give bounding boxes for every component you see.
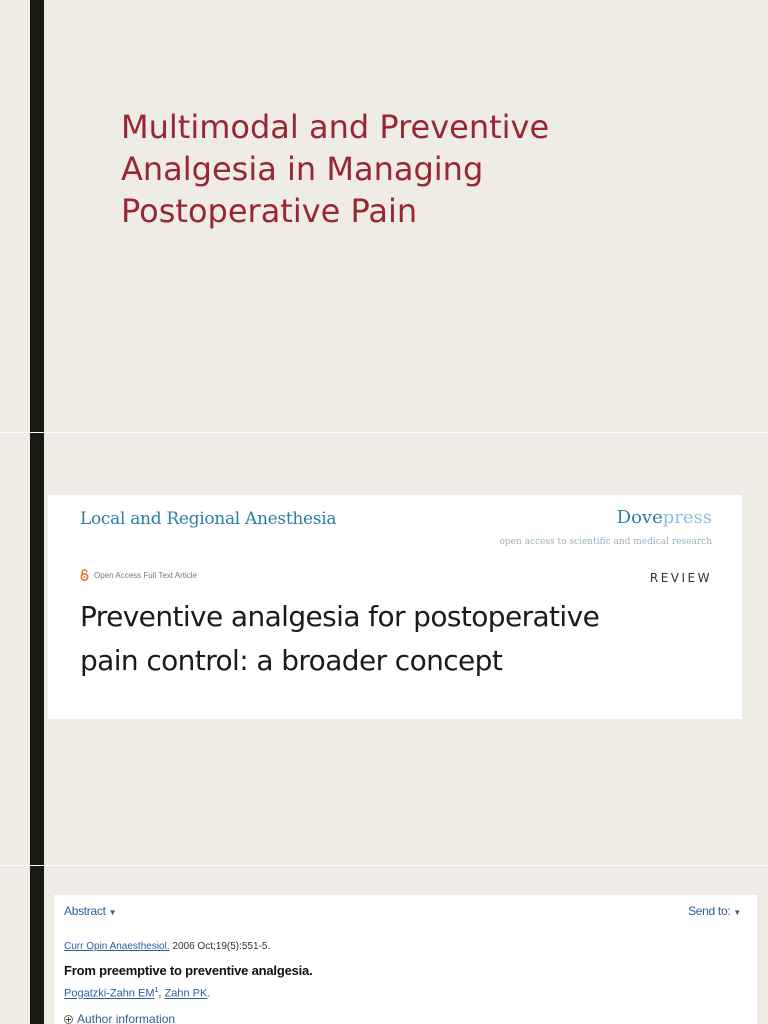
abstract-title: From preemptive to preventive analgesia. bbox=[64, 963, 313, 978]
citation bbox=[64, 941, 270, 952]
author-affiliation-marker[interactable]: 1 bbox=[154, 987, 159, 994]
author-information-toggle[interactable] bbox=[64, 1012, 175, 1024]
send-to-dropdown[interactable] bbox=[688, 904, 741, 918]
abstract-format-dropdown[interactable] bbox=[64, 904, 116, 918]
citation-journal-link[interactable]: Curr Opin Anaesthesiol. bbox=[64, 941, 170, 952]
pubmed-abstract-screenshot bbox=[54, 895, 757, 1024]
article-title bbox=[80, 595, 680, 683]
slide-accent-bar bbox=[30, 0, 44, 432]
journal-article-header-image bbox=[48, 495, 742, 719]
citation-details: 2006 Oct;19(5):551-5. bbox=[169, 941, 271, 952]
author-link[interactable]: Pogatzki-Zahn EM bbox=[64, 987, 155, 1000]
author-terminator: . bbox=[207, 987, 211, 1000]
slide-3 bbox=[0, 866, 768, 1024]
caret-down-icon: ▼ bbox=[733, 908, 741, 917]
slide-accent-bar bbox=[30, 866, 44, 1024]
open-access-lock-icon bbox=[80, 569, 89, 581]
article-title-line-2: pain control: a broader concept bbox=[80, 644, 503, 677]
author-information-label: Author information bbox=[77, 1012, 176, 1024]
slide-2 bbox=[0, 433, 768, 865]
abstract-label: Abstract bbox=[64, 904, 106, 918]
author-list bbox=[64, 987, 210, 1000]
article-type-label: REVIEW bbox=[649, 571, 712, 585]
publisher-name-bold: Dove bbox=[616, 507, 663, 528]
open-access-row bbox=[80, 569, 197, 581]
article-title-line-1: Preventive analgesia for postoperative bbox=[80, 600, 600, 633]
slide-1 bbox=[0, 0, 768, 432]
caret-down-icon: ▼ bbox=[108, 908, 117, 917]
send-to-label: Send to: bbox=[688, 904, 731, 918]
slide-accent-bar bbox=[30, 433, 44, 865]
publisher-tagline: open access to scientific and medical research bbox=[499, 537, 712, 547]
publisher-name-light: press bbox=[662, 507, 712, 528]
author-link[interactable]: Zahn PK bbox=[164, 987, 208, 1000]
journal-name: Local and Regional Anesthesia bbox=[80, 509, 337, 529]
open-access-label: Open Access Full Text Article bbox=[94, 570, 198, 580]
expand-plus-icon bbox=[64, 1015, 73, 1024]
slide-title: Multimodal and Preventive Analgesia in Managing Postoperative Pain bbox=[121, 108, 550, 230]
publisher-logo bbox=[617, 507, 712, 528]
author-separator: , bbox=[158, 987, 165, 1000]
